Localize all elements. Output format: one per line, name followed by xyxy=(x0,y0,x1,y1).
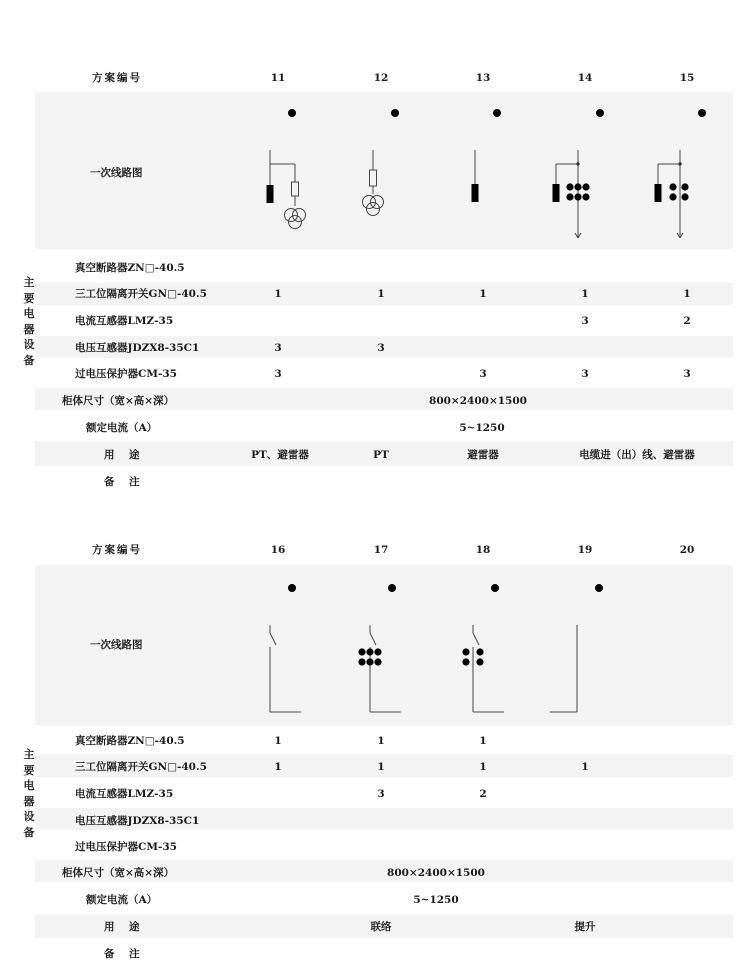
scheme-number: 14 xyxy=(577,72,593,84)
use-label: 用 途 xyxy=(104,449,142,461)
circuit-diagram-13 xyxy=(448,102,528,232)
diagram-label: 一次线路图 xyxy=(90,167,143,179)
group-label-text: 主 要 电 器 设 备 xyxy=(23,748,35,839)
row-label: 真空断路器ZN□-40.5 xyxy=(75,735,185,747)
cabinet-size-value: 800×2400×1500 xyxy=(387,867,485,879)
use-value: 提升 xyxy=(574,921,596,933)
cell-value: 3 xyxy=(274,342,282,354)
circuit-diagram-18 xyxy=(446,577,526,717)
cell-value: 3 xyxy=(377,342,385,354)
scheme-number: 15 xyxy=(679,72,695,84)
note-label: 备 注 xyxy=(104,476,142,488)
header-label: 方案编号 xyxy=(92,544,142,556)
cell-value: 1 xyxy=(479,288,487,300)
circuit-diagram-12 xyxy=(346,102,426,232)
use-value: 电缆进（出）线、避雷器 xyxy=(579,449,695,461)
row-label: 三工位隔离开关GN□-40.5 xyxy=(75,288,207,300)
cell-value: 3 xyxy=(683,368,691,380)
cell-value: 1 xyxy=(581,288,589,300)
use-value: 避雷器 xyxy=(467,449,499,461)
cell-value: 3 xyxy=(377,788,385,800)
row-label: 真空断路器ZN□-40.5 xyxy=(75,262,185,274)
cell-value: 2 xyxy=(683,315,691,327)
cell-value: 3 xyxy=(479,368,487,380)
use-value: PT、避雷器 xyxy=(251,449,309,461)
circuit-diagram-14 xyxy=(551,102,631,242)
rated-current-value: 5~1250 xyxy=(459,422,505,434)
rated-current-label: 额定电流（A） xyxy=(86,894,158,906)
group-label-text: 主 要 电 器 设 备 xyxy=(23,276,35,367)
diagram-label: 一次线路图 xyxy=(90,639,143,651)
scheme-number: 11 xyxy=(270,72,286,84)
scheme-number: 18 xyxy=(475,544,491,556)
circuit-diagram-16 xyxy=(243,577,323,717)
scheme-number: 12 xyxy=(373,72,389,84)
scheme-number: 20 xyxy=(679,544,695,556)
cabinet-size-label: 柜体尺寸（宽×高×深） xyxy=(62,867,175,879)
cell-value: 1 xyxy=(274,735,282,747)
cell-value: 1 xyxy=(377,288,385,300)
row-label: 电流互感器LMZ-35 xyxy=(75,315,174,327)
use-value: 联络 xyxy=(370,921,392,933)
cell-value: 3 xyxy=(274,368,282,380)
cell-value: 1 xyxy=(479,761,487,773)
row-label: 电压互感器JDZX8-35C1 xyxy=(75,815,200,827)
cell-value: 3 xyxy=(581,315,589,327)
scheme-number: 16 xyxy=(270,544,286,556)
group-label xyxy=(22,275,36,368)
scheme-number: 13 xyxy=(475,72,491,84)
row-label: 三工位隔离开关GN□-40.5 xyxy=(75,761,207,773)
scheme-number: 19 xyxy=(577,544,593,556)
header-label: 方案编号 xyxy=(92,72,142,84)
row-label: 电流互感器LMZ-35 xyxy=(75,788,174,800)
cell-value: 1 xyxy=(274,761,282,773)
cell-value: 2 xyxy=(479,788,487,800)
use-value: PT xyxy=(373,449,389,461)
cabinet-size-label: 柜体尺寸（宽×高×深） xyxy=(62,395,175,407)
note-label: 备 注 xyxy=(104,948,142,960)
circuit-diagram-19 xyxy=(550,577,630,717)
use-label: 用 途 xyxy=(104,921,142,933)
cabinet-size-value: 800×2400×1500 xyxy=(429,395,527,407)
row-label: 过电压保护器CM-35 xyxy=(75,368,177,380)
rated-current-value: 5~1250 xyxy=(413,894,459,906)
circuit-diagram-15 xyxy=(653,102,733,242)
group-label xyxy=(22,747,36,840)
circuit-diagram-11 xyxy=(243,102,323,232)
cell-value: 1 xyxy=(683,288,691,300)
row-label: 电压互感器JDZX8-35C1 xyxy=(75,342,200,354)
cell-value: 1 xyxy=(377,761,385,773)
row-label: 过电压保护器CM-35 xyxy=(75,841,177,853)
scheme-number: 17 xyxy=(373,544,389,556)
cell-value: 1 xyxy=(479,735,487,747)
cell-value: 1 xyxy=(274,288,282,300)
rated-current-label: 额定电流（A） xyxy=(86,422,158,434)
cell-value: 1 xyxy=(377,735,385,747)
circuit-diagram-17 xyxy=(343,577,423,717)
cell-value: 1 xyxy=(581,761,589,773)
cell-value: 3 xyxy=(581,368,589,380)
